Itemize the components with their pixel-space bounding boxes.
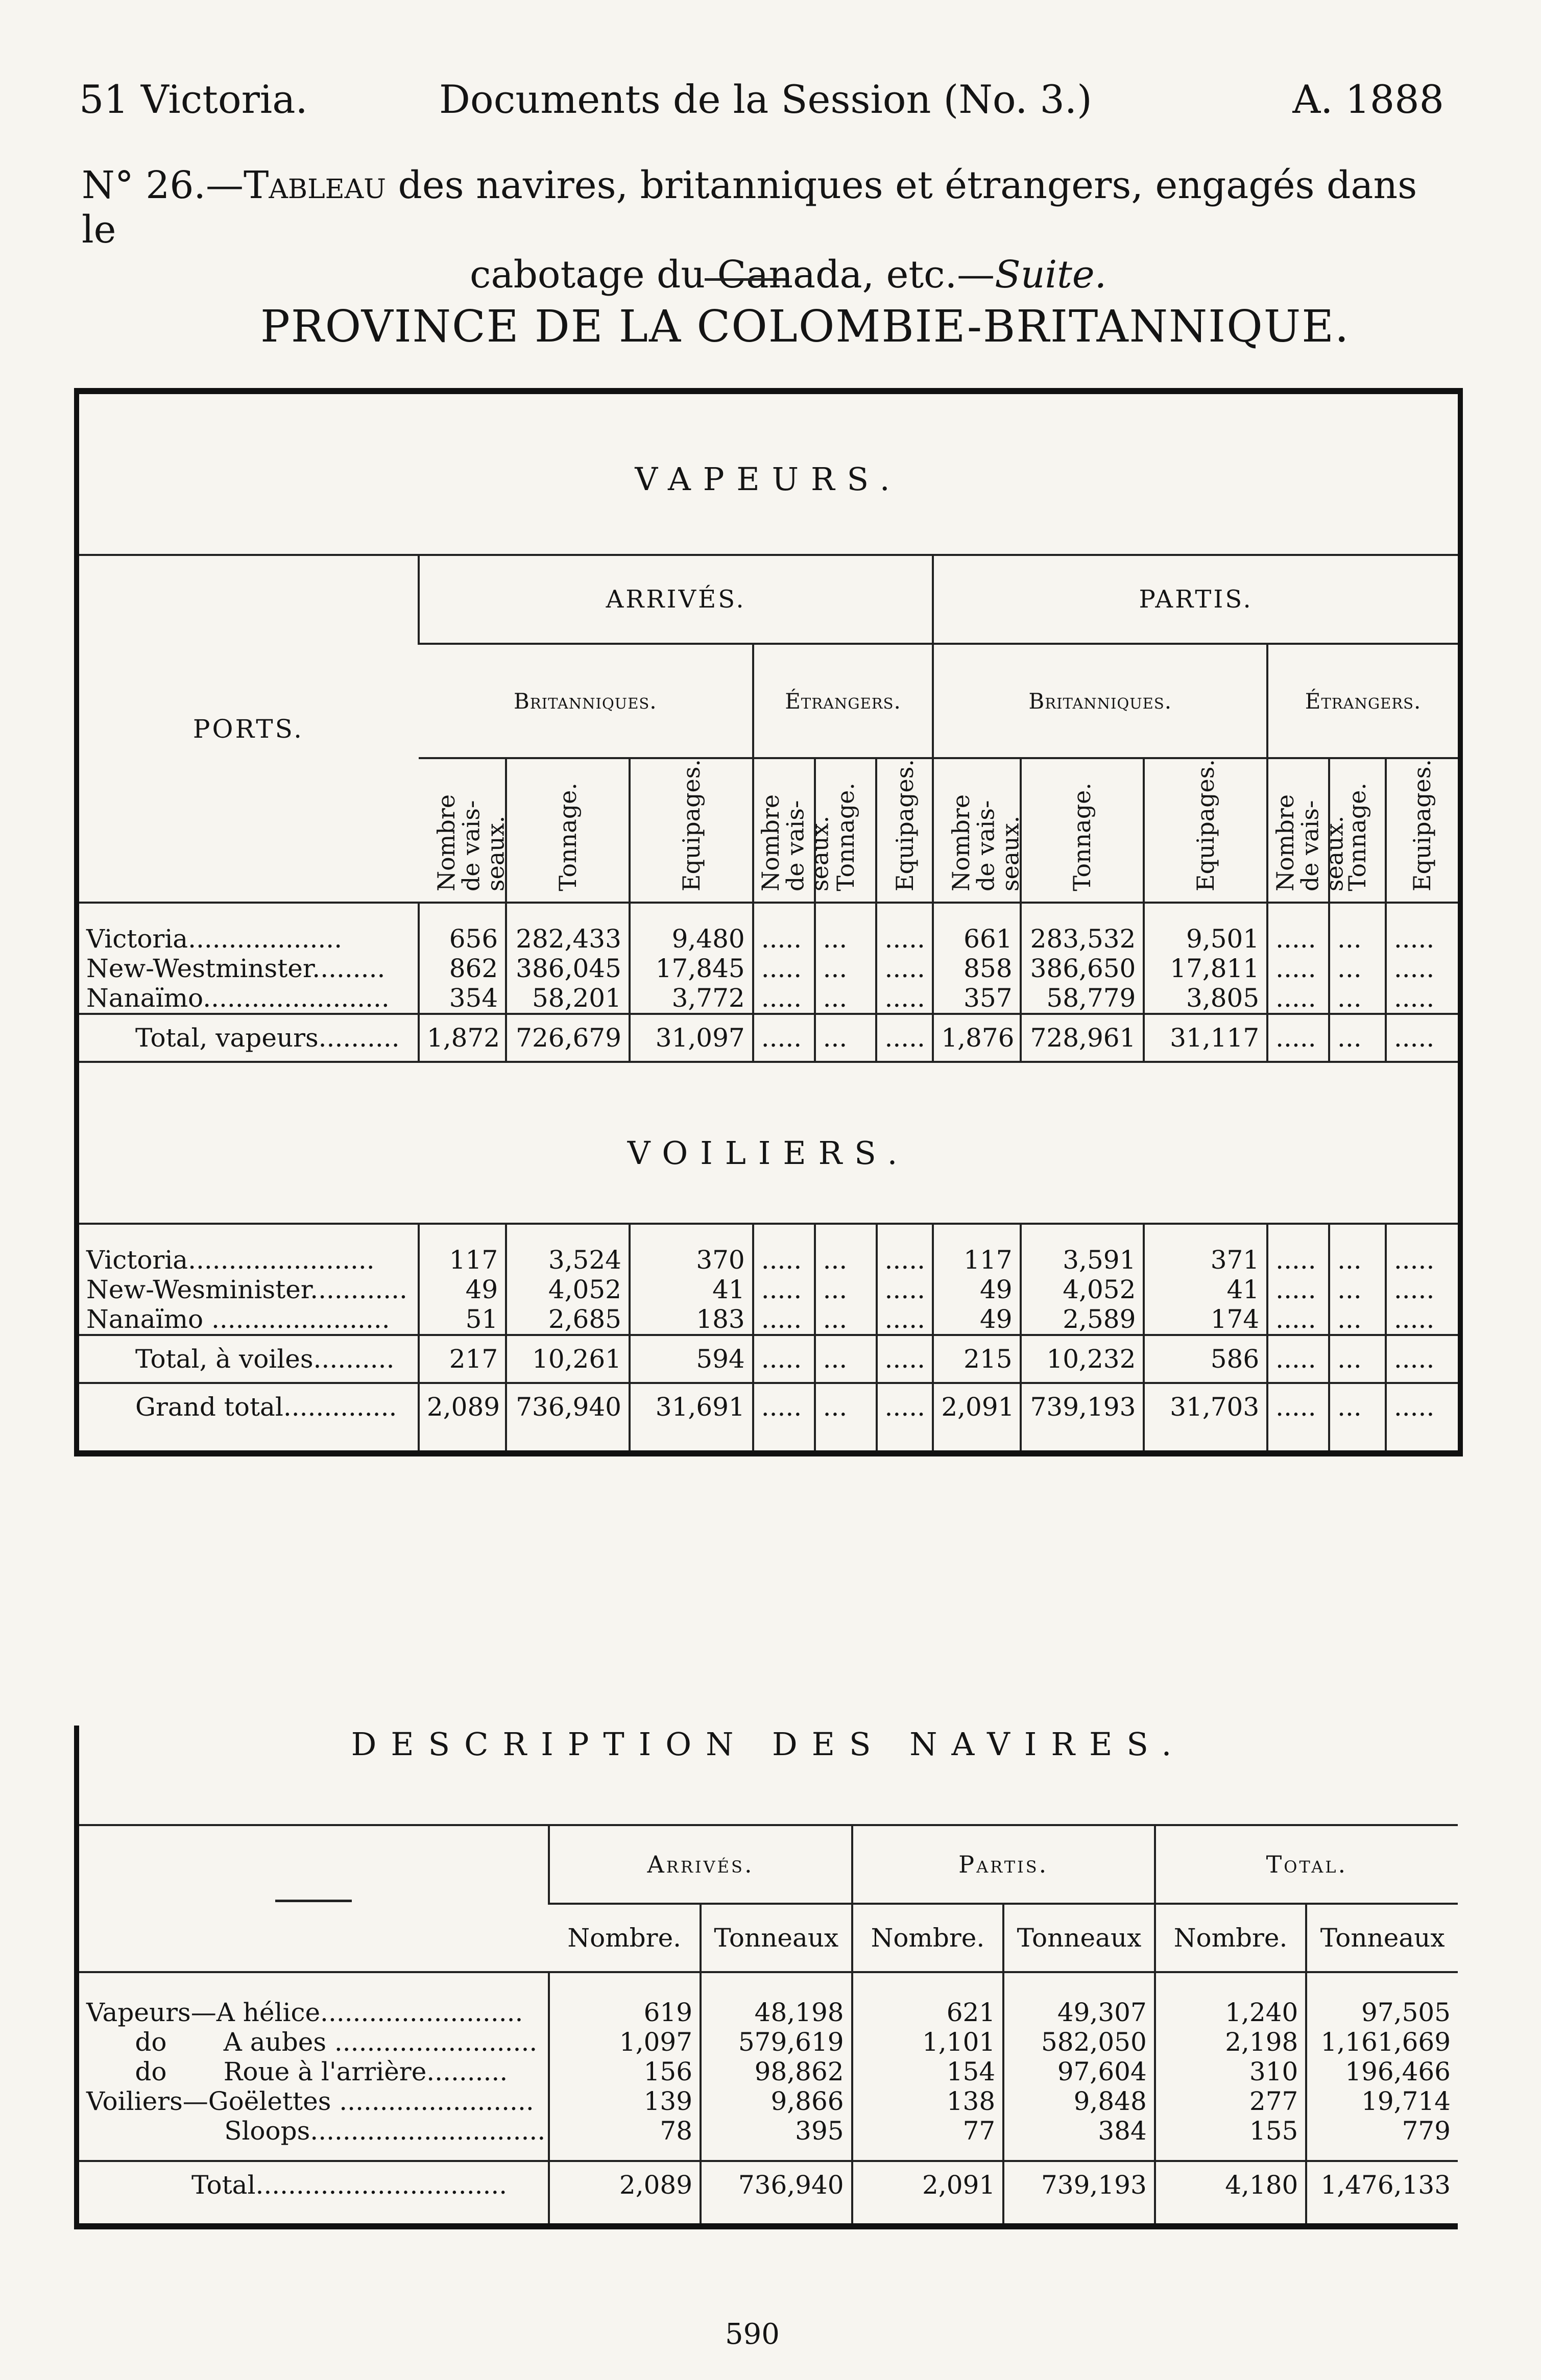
cell: 2,589 bbox=[1021, 1304, 1144, 1335]
cell: 858 bbox=[933, 954, 1020, 983]
table-row bbox=[79, 1245, 1458, 1275]
cell: ... bbox=[1329, 924, 1386, 954]
cell: 371 bbox=[1144, 1245, 1267, 1275]
cell: 10,261 bbox=[506, 1335, 630, 1383]
col-header-nombre: Nombre de vais-seaux. bbox=[1271, 794, 1349, 892]
cell: 4,180 bbox=[1155, 2161, 1307, 2208]
cell: 1,097 bbox=[549, 2027, 701, 2057]
cell: 1,240 bbox=[1155, 1998, 1307, 2027]
tableau-line2: cabotage du Canada, etc.— bbox=[470, 252, 995, 297]
cell: ... bbox=[1329, 983, 1386, 1014]
description-table bbox=[79, 1826, 1458, 2223]
cell: 117 bbox=[933, 1245, 1020, 1275]
cell: ..... bbox=[1386, 1383, 1458, 1430]
partis-etrangers-header: Étrangers. bbox=[1267, 644, 1458, 758]
cell: ..... bbox=[877, 1245, 933, 1275]
cell: 3,772 bbox=[630, 983, 753, 1014]
cell: ..... bbox=[876, 954, 933, 983]
col-header-equipages: Equipages. bbox=[1408, 759, 1436, 892]
cell: 2,089 bbox=[419, 1383, 506, 1430]
cell: ..... bbox=[1386, 1304, 1458, 1335]
col-header-tonneaux: Tonneaux bbox=[701, 1904, 852, 1972]
partis-header: PARTIS. bbox=[933, 556, 1458, 644]
cell: ..... bbox=[1386, 1014, 1458, 1061]
cell: 17,811 bbox=[1144, 954, 1267, 983]
cell: 656 bbox=[419, 924, 506, 954]
cell: ..... bbox=[1386, 924, 1458, 954]
cell: 51 bbox=[419, 1304, 506, 1335]
divider bbox=[705, 278, 786, 281]
col-header-tonnage: Tonnage. bbox=[553, 783, 582, 892]
tableau-heading bbox=[82, 163, 1460, 297]
cell: 310 bbox=[1155, 2057, 1307, 2086]
cell: 386,045 bbox=[506, 954, 630, 983]
total-row bbox=[79, 1335, 1458, 1383]
partis-britanniques-header: Britanniques. bbox=[933, 644, 1267, 758]
table-row bbox=[79, 1998, 1458, 2027]
cell: 183 bbox=[630, 1304, 753, 1335]
cell: 58,779 bbox=[1021, 983, 1144, 1014]
port-label: Nanaïmo ...................... bbox=[86, 1304, 390, 1334]
tableau-suite: Suite. bbox=[995, 252, 1107, 297]
cell: ... bbox=[815, 983, 877, 1014]
cell: 3,524 bbox=[506, 1245, 630, 1275]
total-label: Total............................... bbox=[79, 2161, 549, 2208]
cell: ... bbox=[1329, 1275, 1386, 1304]
cell: 41 bbox=[630, 1275, 753, 1304]
table-row bbox=[79, 1275, 1458, 1304]
cell: 17,845 bbox=[630, 954, 753, 983]
row-label: do A aubes ......................... bbox=[86, 2027, 538, 2057]
total-row bbox=[79, 2161, 1458, 2208]
col-header-tonnage: Tonnage. bbox=[831, 783, 859, 892]
table-row bbox=[79, 924, 1458, 954]
cell: ..... bbox=[876, 1014, 933, 1061]
cell: 1,872 bbox=[419, 1014, 506, 1061]
cell: 31,691 bbox=[630, 1383, 753, 1430]
cell: ..... bbox=[877, 1335, 933, 1383]
table-row bbox=[79, 2027, 1458, 2057]
cell: ... bbox=[1329, 954, 1386, 983]
description-table-box bbox=[74, 1726, 1458, 2229]
cell: ... bbox=[815, 1275, 877, 1304]
cell: 4,052 bbox=[1021, 1275, 1144, 1304]
cell: 282,433 bbox=[506, 924, 630, 954]
port-label: Victoria....................... bbox=[86, 1245, 375, 1275]
cell: 138 bbox=[852, 2086, 1004, 2116]
row-label: Voiliers—Goëlettes ........................ bbox=[86, 2086, 534, 2116]
cell: ... bbox=[815, 1014, 877, 1061]
total-header: Total. bbox=[1155, 1826, 1458, 1904]
description-title: DESCRIPTION DES NAVIRES. bbox=[79, 1726, 1458, 1826]
col-header-nombre: Nombre de vais-seaux. bbox=[432, 794, 510, 892]
tableau-label: Tableau bbox=[243, 163, 386, 207]
tableau-line1: des navires, britanniques et étrangers, engagés dans le bbox=[82, 163, 1417, 252]
col-header-tonneaux: Tonneaux bbox=[1003, 1904, 1155, 1972]
cell: 726,679 bbox=[506, 1014, 630, 1061]
cell: 739,193 bbox=[1003, 2161, 1155, 2208]
table-row bbox=[79, 2057, 1458, 2086]
page-number: 590 bbox=[725, 2318, 780, 2351]
cell: ..... bbox=[1267, 1335, 1329, 1383]
total-label: Total, vapeurs.......... bbox=[79, 1014, 419, 1061]
cell: 395 bbox=[701, 2116, 852, 2146]
col-header-nombre: Nombre. bbox=[549, 1904, 701, 1972]
cell: 357 bbox=[933, 983, 1020, 1014]
cell: ..... bbox=[1267, 1014, 1329, 1061]
cell: 9,866 bbox=[701, 2086, 852, 2116]
arrives-header: ARRIVÉS. bbox=[419, 556, 933, 644]
cell: ..... bbox=[1267, 1275, 1329, 1304]
header-dash bbox=[275, 1900, 352, 1902]
cell: ..... bbox=[753, 1275, 815, 1304]
cell: 9,501 bbox=[1144, 924, 1267, 954]
cell: ..... bbox=[1267, 1245, 1329, 1275]
cell: 156 bbox=[549, 2057, 701, 2086]
cell: 117 bbox=[419, 1245, 506, 1275]
cell: 1,101 bbox=[852, 2027, 1004, 2057]
cell: ..... bbox=[753, 1014, 815, 1061]
cell: 31,117 bbox=[1144, 1014, 1267, 1061]
cell: 2,685 bbox=[506, 1304, 630, 1335]
cell: ... bbox=[815, 954, 877, 983]
cell: 728,961 bbox=[1021, 1014, 1144, 1061]
ports-table-box bbox=[74, 388, 1463, 1456]
cell: 1,876 bbox=[933, 1014, 1020, 1061]
cell: 98,862 bbox=[701, 2057, 852, 2086]
cell: 78 bbox=[549, 2116, 701, 2146]
cell: ..... bbox=[753, 1383, 815, 1430]
cell: 2,091 bbox=[933, 1383, 1020, 1430]
cell: 174 bbox=[1144, 1304, 1267, 1335]
cell: ..... bbox=[1267, 1304, 1329, 1335]
cell: 58,201 bbox=[506, 983, 630, 1014]
header-document-title: Documents de la Session (No. 3.) bbox=[439, 77, 1092, 122]
cell: ..... bbox=[753, 983, 815, 1014]
cell: ... bbox=[1329, 1383, 1386, 1430]
cell: 31,097 bbox=[630, 1014, 753, 1061]
cell: 49 bbox=[933, 1275, 1020, 1304]
cell: 3,591 bbox=[1021, 1245, 1144, 1275]
cell: 739,193 bbox=[1021, 1383, 1144, 1430]
cell: 49 bbox=[933, 1304, 1020, 1335]
cell: ... bbox=[815, 1335, 877, 1383]
partis-header: Partis. bbox=[852, 1826, 1155, 1904]
cell: ... bbox=[815, 1245, 877, 1275]
grand-total-row bbox=[79, 1383, 1458, 1430]
col-header-nombre: Nombre. bbox=[852, 1904, 1004, 1972]
cell: 77 bbox=[852, 2116, 1004, 2146]
cell: 779 bbox=[1306, 2116, 1458, 2146]
cell: ..... bbox=[753, 1335, 815, 1383]
cell: 283,532 bbox=[1021, 924, 1144, 954]
cell: 2,198 bbox=[1155, 2027, 1307, 2057]
cell: 354 bbox=[419, 983, 506, 1014]
cell: ..... bbox=[753, 1245, 815, 1275]
cell: 196,466 bbox=[1306, 2057, 1458, 2086]
col-header-tonnage: Tonnage. bbox=[1068, 783, 1096, 892]
cell: ..... bbox=[1386, 1275, 1458, 1304]
cell: ..... bbox=[1386, 1335, 1458, 1383]
voiliers-title: VOILIERS. bbox=[79, 1061, 1458, 1225]
col-header-equipages: Equipages. bbox=[890, 759, 919, 892]
cell: ..... bbox=[876, 983, 933, 1014]
col-header-equipages: Equipages. bbox=[1192, 759, 1220, 892]
col-header-nombre: Nombre. bbox=[1155, 1904, 1307, 1972]
cell: ... bbox=[1329, 1335, 1386, 1383]
header-year: A. 1888 bbox=[1292, 77, 1444, 122]
province-title: PROVINCE DE LA COLOMBIE-BRITANNIQUE. bbox=[260, 301, 1350, 352]
cell: ..... bbox=[1386, 983, 1458, 1014]
cell: 49 bbox=[419, 1275, 506, 1304]
cell: 582,050 bbox=[1003, 2027, 1155, 2057]
cell: 217 bbox=[419, 1335, 506, 1383]
vapeurs-table bbox=[79, 556, 1458, 1061]
cell: 370 bbox=[630, 1245, 753, 1275]
cell: ..... bbox=[1386, 1245, 1458, 1275]
cell: 9,480 bbox=[630, 924, 753, 954]
cell: 9,848 bbox=[1003, 2086, 1155, 2116]
table-row bbox=[79, 2116, 1458, 2146]
cell: ..... bbox=[1267, 1383, 1329, 1430]
cell: 41 bbox=[1144, 1275, 1267, 1304]
cell: 10,232 bbox=[1021, 1335, 1144, 1383]
cell: 661 bbox=[933, 924, 1020, 954]
cell: 1,161,669 bbox=[1306, 2027, 1458, 2057]
col-header-nombre: Nombre de vais-seaux. bbox=[757, 794, 834, 892]
cell: 4,052 bbox=[506, 1275, 630, 1304]
col-header-tonneaux: Tonneaux bbox=[1306, 1904, 1458, 1972]
cell: ... bbox=[815, 1304, 877, 1335]
col-header-nombre: Nombre de vais-seaux. bbox=[947, 794, 1024, 892]
arrives-britanniques-header: Britanniques. bbox=[419, 644, 753, 758]
row-label: Sloops............................. bbox=[86, 2116, 546, 2146]
cell: 2,089 bbox=[549, 2161, 701, 2208]
port-label: Nanaïmo....................... bbox=[86, 983, 390, 1013]
cell: ..... bbox=[1386, 954, 1458, 983]
cell: 619 bbox=[549, 1998, 701, 2027]
cell: ..... bbox=[1267, 983, 1329, 1014]
grand-total-label: Grand total.............. bbox=[79, 1383, 419, 1430]
cell: 736,940 bbox=[701, 2161, 852, 2208]
tableau-number: N° 26.— bbox=[82, 163, 244, 207]
cell: 3,805 bbox=[1144, 983, 1267, 1014]
cell: ..... bbox=[877, 1275, 933, 1304]
table-row bbox=[79, 954, 1458, 983]
cell: 215 bbox=[933, 1335, 1020, 1383]
cell: ..... bbox=[876, 924, 933, 954]
row-label: Vapeurs—A hélice......................... bbox=[86, 1998, 523, 2027]
cell: ... bbox=[815, 924, 877, 954]
cell: ..... bbox=[753, 954, 815, 983]
voiliers-table bbox=[79, 1225, 1458, 1450]
total-label: Total, à voiles.......... bbox=[79, 1335, 419, 1383]
total-row bbox=[79, 1014, 1458, 1061]
cell: 97,505 bbox=[1306, 1998, 1458, 2027]
cell: ... bbox=[1329, 1245, 1386, 1275]
cell: ..... bbox=[1267, 954, 1329, 983]
cell: ... bbox=[1329, 1304, 1386, 1335]
cell: ..... bbox=[877, 1304, 933, 1335]
port-label: New-Wesminister............ bbox=[86, 1275, 407, 1305]
cell: 31,703 bbox=[1144, 1383, 1267, 1430]
cell: ..... bbox=[877, 1383, 933, 1430]
cell: 1,476,133 bbox=[1306, 2161, 1458, 2208]
row-label: do Roue à l'arrière.......... bbox=[86, 2057, 508, 2086]
table-row bbox=[79, 2086, 1458, 2116]
cell: ..... bbox=[1267, 924, 1329, 954]
cell: ..... bbox=[753, 1304, 815, 1335]
cell: 19,714 bbox=[1306, 2086, 1458, 2116]
port-label: Victoria................... bbox=[86, 924, 343, 954]
cell: 579,619 bbox=[701, 2027, 852, 2057]
header-session-year: 51 Victoria. bbox=[79, 77, 308, 122]
cell: ... bbox=[1329, 1014, 1386, 1061]
cell: 48,198 bbox=[701, 1998, 852, 2027]
port-label: New-Westminster......... bbox=[86, 954, 386, 984]
cell: 384 bbox=[1003, 2116, 1155, 2146]
cell: 154 bbox=[852, 2057, 1004, 2086]
arrives-header: Arrivés. bbox=[549, 1826, 852, 1904]
cell: 2,091 bbox=[852, 2161, 1004, 2208]
col-header-tonnage: Tonnage. bbox=[1343, 783, 1371, 892]
cell: 386,650 bbox=[1021, 954, 1144, 983]
cell: ..... bbox=[753, 924, 815, 954]
cell: ... bbox=[815, 1383, 877, 1430]
arrives-etrangers-header: Étrangers. bbox=[753, 644, 933, 758]
cell: 594 bbox=[630, 1335, 753, 1383]
cell: 97,604 bbox=[1003, 2057, 1155, 2086]
col-header-equipages: Equipages. bbox=[677, 759, 705, 892]
table-row bbox=[79, 1304, 1458, 1335]
vapeurs-title: VAPEURS. bbox=[79, 394, 1458, 556]
cell: 49,307 bbox=[1003, 1998, 1155, 2027]
cell: 155 bbox=[1155, 2116, 1307, 2146]
ports-header: PORTS. bbox=[79, 556, 419, 903]
cell: 139 bbox=[549, 2086, 701, 2116]
cell: 621 bbox=[852, 1998, 1004, 2027]
cell: 736,940 bbox=[506, 1383, 630, 1430]
cell: 586 bbox=[1144, 1335, 1267, 1383]
table-row bbox=[79, 983, 1458, 1014]
cell: 862 bbox=[419, 954, 506, 983]
cell: 277 bbox=[1155, 2086, 1307, 2116]
